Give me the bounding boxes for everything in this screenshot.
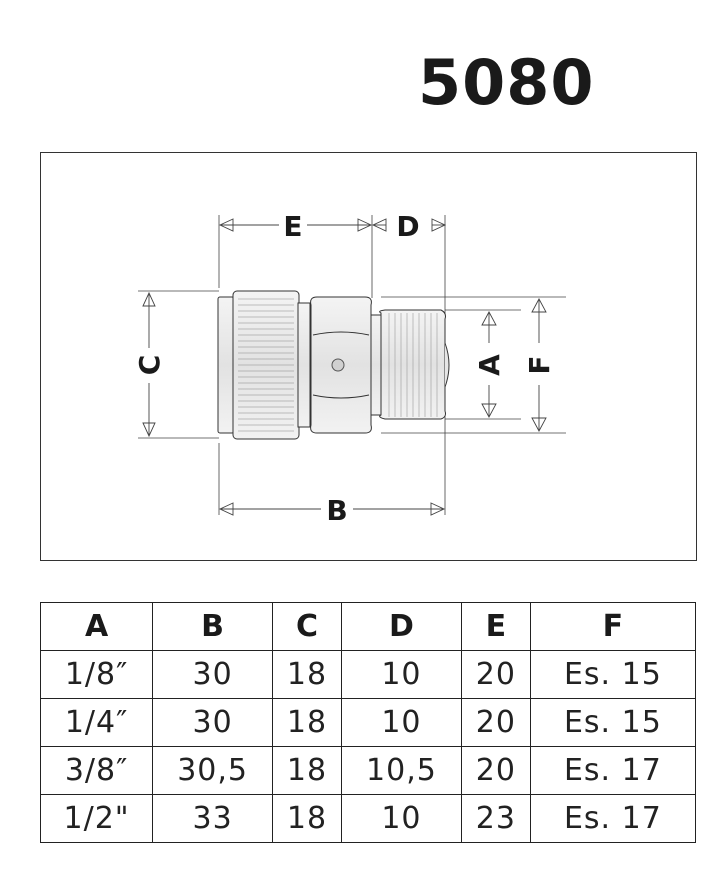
table-cell: 18: [273, 795, 342, 843]
table-cell: Es. 15: [530, 651, 695, 699]
dimensions-table: [40, 602, 696, 843]
column-header-f: F: [530, 603, 695, 651]
table-cell: 1/2": [41, 795, 153, 843]
table-cell: Es. 15: [530, 699, 695, 747]
table-cell: 20: [461, 699, 530, 747]
table-cell: 23: [461, 795, 530, 843]
table-cell: 30: [153, 651, 273, 699]
table-cell: 18: [273, 651, 342, 699]
table-header-row: [41, 603, 696, 651]
table-cell: 18: [273, 747, 342, 795]
column-header-a: A: [41, 603, 153, 651]
table-cell: 1/4″: [41, 699, 153, 747]
column-header-c: C: [273, 603, 342, 651]
dim-label-d: D: [396, 210, 420, 243]
product-code-title: 5080: [418, 46, 595, 119]
table-cell: 30: [153, 699, 273, 747]
table-cell: Es. 17: [530, 795, 695, 843]
table-row: [41, 795, 696, 843]
dim-label-a: A: [473, 354, 506, 376]
table-cell: 10,5: [341, 747, 461, 795]
table-cell: 18: [273, 699, 342, 747]
dim-label-f: F: [523, 355, 556, 375]
column-header-b: B: [153, 603, 273, 651]
technical-drawing-frame: [40, 152, 697, 561]
table-row: [41, 651, 696, 699]
table-cell: 20: [461, 651, 530, 699]
table-cell: 1/8″: [41, 651, 153, 699]
table-cell: 10: [341, 699, 461, 747]
dim-label-e: E: [283, 210, 303, 243]
table-row: [41, 747, 696, 795]
table-cell: 10: [341, 651, 461, 699]
table-cell: 33: [153, 795, 273, 843]
fitting-body: [218, 291, 449, 439]
table-cell: Es. 17: [530, 747, 695, 795]
table-cell: 20: [461, 747, 530, 795]
dim-label-c: C: [133, 354, 166, 376]
table-cell: 3/8″: [41, 747, 153, 795]
table-row: [41, 699, 696, 747]
fitting-drawing: [41, 153, 698, 562]
column-header-d: D: [341, 603, 461, 651]
dim-label-b: B: [326, 494, 348, 527]
column-header-e: E: [461, 603, 530, 651]
table-cell: 10: [341, 795, 461, 843]
table-cell: 30,5: [153, 747, 273, 795]
